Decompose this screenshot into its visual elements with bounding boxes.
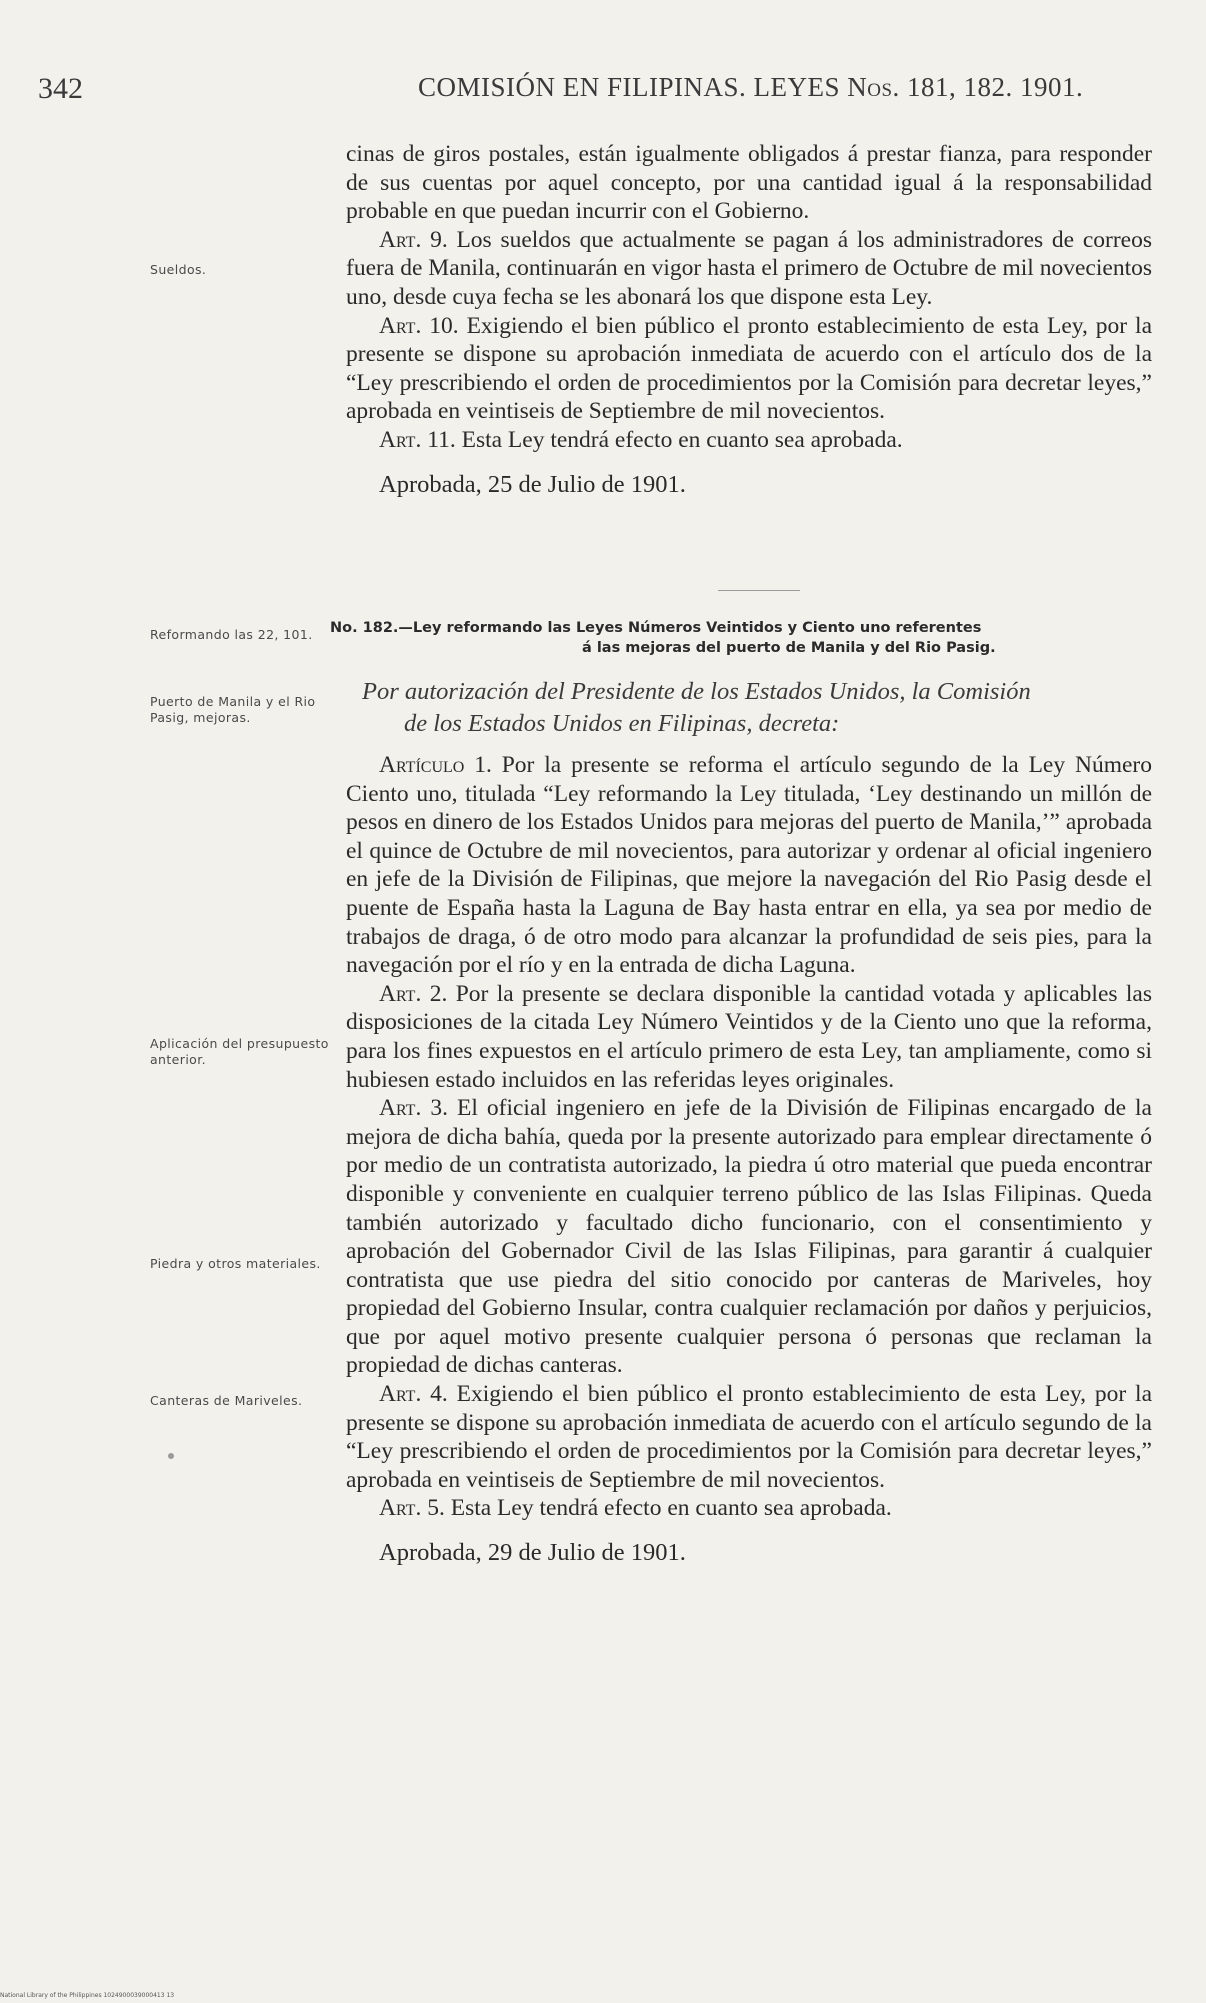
art-9-label: Art. 9. <box>379 226 448 253</box>
law-182-art-2 <box>346 980 1152 1094</box>
law-182-art-5 <box>346 1494 1152 1523</box>
margin-note-canteras: Canteras de Mariveles. <box>150 1393 303 1408</box>
law-181-art-10 <box>346 312 1152 426</box>
margin-note-reformando: Reformando las 22, 101. <box>150 627 313 642</box>
margin-note-puerto: Puerto de Manila y el Rio Pasig, mejoras. <box>150 694 316 725</box>
margin-note-piedra: Piedra y otros materiales. <box>150 1256 321 1271</box>
art-1-text: Por la presente se reforma el artículo segundo de la Ley Número Ciento uno, titulada “Ley reformando la Ley titulada, ‘Ley destinando un millón de pesos en dinero de los Estados Unidos para mejoras del puerto de Manila,’” aprobada el quince de Octubre de mil novecientos, para autorizar y ordenar al oficial ingeniero en jefe de la División de Filipinas, que mejore la navegación del Rio Pasig desde el puente de España hasta la Laguna de Bay hasta entrar en ella, ya sea por medio de trabajos de draga, ó de otro modo para alcanzar la profundidad de seis pies, para la navegación por el río y en la entrada de dicha Laguna. <box>346 752 1152 979</box>
law-182-title-line-2: á las mejoras del puerto de Manila y del Rio Pasig. <box>582 640 996 656</box>
art-9-text: Los sueldos que actualmente se pagan á los administradores de correos fuera de Manila, continuarán en vigor hasta el primero de Octubre de mil novecientos uno, desde cuya fecha se les abonará los que dispone esta Ley. <box>346 226 1153 310</box>
art-11-text: Esta Ley tendrá efecto en cuanto sea aprobada. <box>461 426 903 453</box>
law-182-title <box>330 618 1160 658</box>
margin-note-sueldos: Sueldos. <box>150 262 207 277</box>
running-head: COMISIÓN EN FILIPINAS. LEYES Nos. 181, 182. 1901. <box>418 72 1084 102</box>
art-5-label: Art. 5. <box>379 1495 445 1522</box>
law-182-body <box>346 751 1152 1568</box>
art-11-label: Art. 11. <box>379 426 456 453</box>
page-number: 342 <box>38 72 83 105</box>
law-182-art-1 <box>346 751 1152 980</box>
scan-footer: National Library of the Philippines 1024900039000413 13 <box>0 1992 175 1999</box>
art-3-text: El oficial ingeniero en jefe de la División de Filipinas encargado de la mejora de dicha bahía, queda por la presente autorizado para emplear directamente ó por medio de un contratista autorizado, la piedra ú otro material que pueda encontrar disponible y conveniente en cualquier terreno público de las Islas Filipinas. Queda también autorizado y facultado dicho funcionario, con el consentimiento y aprobación del Gobernador Civil de las Islas Filipinas, para garantir á cualquier contratista que use piedra del sitio conocido por canteras de Mariveles, hoy propiedad del Gobierno Insular, contra cualquier reclamación por daños y perjuicios, que por aquel motivo presente cualquier persona ó personas que reclaman la propiedad de dichas canteras. <box>346 1095 1152 1379</box>
preamble-line-1: Por autorización del Presidente de los Estados Unidos, la Comisión <box>362 678 1031 705</box>
preamble-line-2: de los Estados Unidos en Filipinas, decreta: <box>404 710 840 737</box>
law-182-title-line-1: No. 182.—Ley reformando las Leyes Números Veintidos y Ciento uno referentes <box>330 620 982 636</box>
art-4-label: Art. 4. <box>379 1381 448 1408</box>
art-2-text: Por la presente se declara disponible la cantidad votada y aplicables las disposiciones de la citada Ley Número Veintidos y de la Ciento uno que la reforma, para los fines expuestos en el artículo primero de esta Ley, tan ampliamente, como si hubiesen estado incluidos en las referidas leyes originales. <box>346 980 1152 1093</box>
law-182-preamble <box>362 676 1152 740</box>
art-3-label: Art. 3. <box>379 1095 448 1122</box>
law-181-continuation: cinas de giros postales, están igualmente obligados á prestar fianza, para responder de sus cuentas por aquel concepto, por una cantidad igual á la responsabilidad probable en que puedan incurrir con el Gobierno. <box>346 141 1152 225</box>
art-4-text: Exigiendo el bien público el pronto establecimiento de esta Ley, por la presente se dispone su aprobación inmediata de acuerdo con el artículo segundo de la “Ley prescribiendo el orden de procedimientos por la Comisión para decretar leyes,” aprobada en veintiseis de Septiembre de mil novecientos. <box>346 1381 1153 1493</box>
margin-mark <box>168 1453 174 1459</box>
art-1-label: Artículo 1. <box>379 752 492 778</box>
section-divider <box>718 590 800 591</box>
law-181-art-9 <box>346 226 1152 312</box>
law-181-art-11 <box>346 426 1152 455</box>
law-182-approved: Aprobada, 29 de Julio de 1901. <box>379 1539 686 1567</box>
law-181-body <box>346 140 1152 499</box>
law-182-art-4 <box>346 1380 1152 1494</box>
art-10-label: Art. 10. <box>379 312 459 339</box>
art-10-text: Exigiendo el bien público el pronto establecimiento de esta Ley, por la presente se dispone su aprobación inmediata de acuerdo con el artículo dos de la “Ley prescribiendo el orden de procedimientos por la Comisión para decretar leyes,” aprobada en veintiseis de Septiembre de mil novecientos. <box>346 312 1152 425</box>
art-2-label: Art. 2. <box>379 980 448 1007</box>
law-181-approved: Aprobada, 25 de Julio de 1901. <box>379 470 686 498</box>
art-5-text: Esta Ley tendrá efecto en cuanto sea aprobada. <box>450 1495 892 1522</box>
law-182-art-3 <box>346 1094 1152 1380</box>
margin-note-aplicacion: Aplicación del presupuesto anterior. <box>150 1036 329 1067</box>
